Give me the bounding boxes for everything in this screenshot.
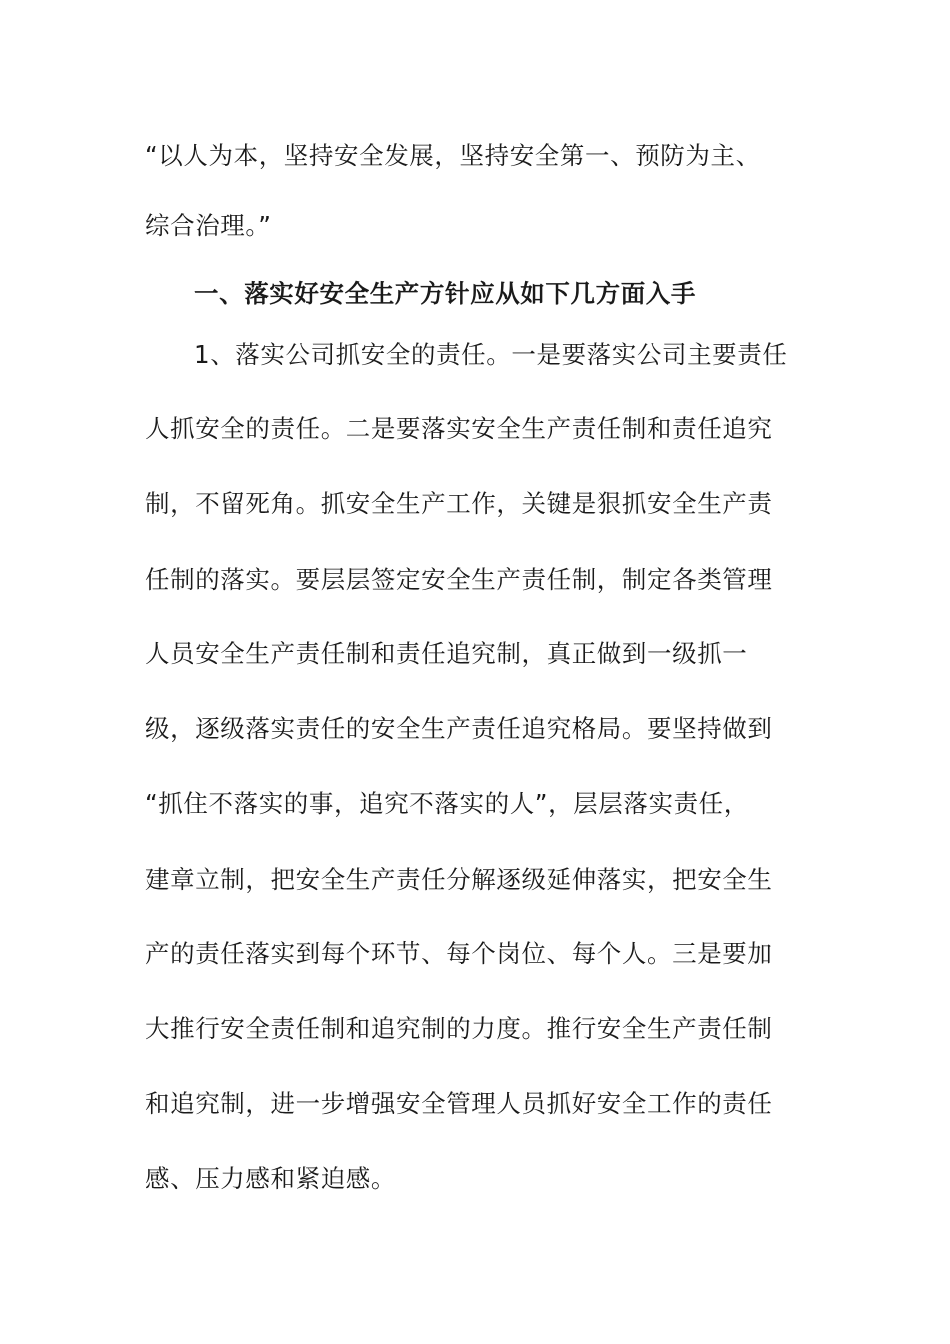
paragraph-line: 感、压力感和紧迫感。 <box>145 1164 396 1193</box>
paragraph-line: 1、落实公司抓安全的责任。一是要落实公司主要责任 <box>194 340 788 369</box>
paragraph-line: 人抓安全的责任。二是要落实安全生产责任制和责任追究 <box>145 414 773 443</box>
section-heading: 一、落实好安全生产方针应从如下几方面入手 <box>194 279 696 308</box>
paragraph-line: “抓住不落实的事，追究不落实的人”，层层落实责任， <box>145 789 749 818</box>
paragraph-line: 大推行安全责任制和追究制的力度。推行安全生产责任制 <box>145 1014 773 1043</box>
paragraph-line: 级，逐级落实责任的安全生产责任追究格局。要坚持做到 <box>145 714 773 743</box>
paragraph-line: 建章立制，把安全生产责任分解逐级延伸落实，把安全生 <box>145 865 773 894</box>
paragraph-line: 制，不留死角。抓安全生产工作，关键是狠抓安全生产责 <box>145 489 773 518</box>
paragraph-line: 任制的落实。要层层签定安全生产责任制，制定各类管理 <box>145 565 773 594</box>
paragraph-line: “以人为本，坚持安全发展，坚持安全第一、预防为主、 <box>145 141 761 170</box>
paragraph-line: 综合治理。” <box>145 211 272 240</box>
paragraph-line: 和追究制，进一步增强安全管理人员抓好安全工作的责任 <box>145 1089 773 1118</box>
paragraph-line: 人员安全生产责任制和责任追究制，真正做到一级抓一 <box>145 639 748 668</box>
paragraph-line: 产的责任落实到每个环节、每个岗位、每个人。三是要加 <box>145 939 773 968</box>
